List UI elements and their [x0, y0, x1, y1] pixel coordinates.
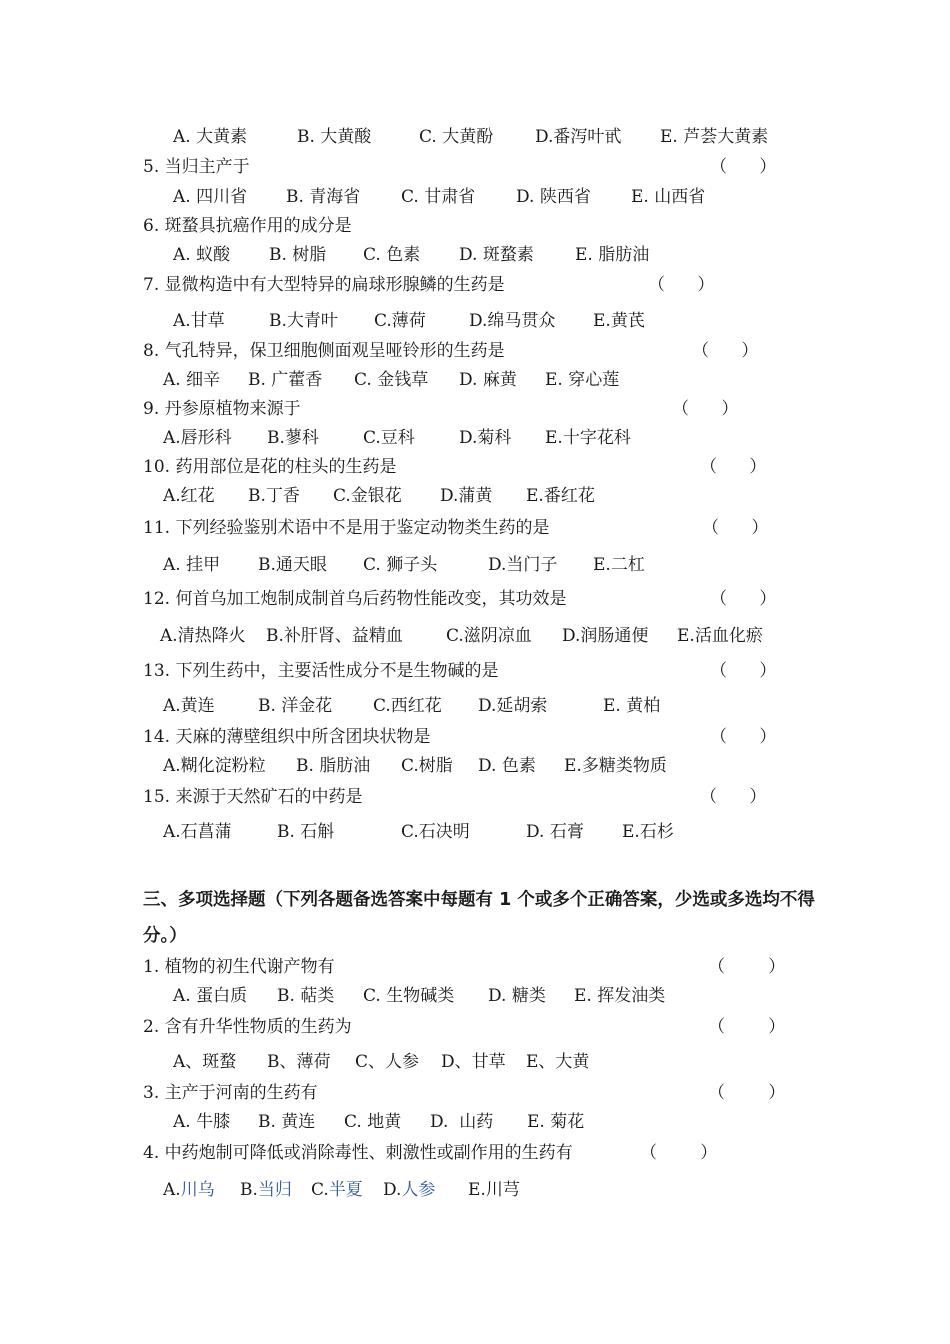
- answer-bracket: （ ）: [710, 157, 777, 177]
- option-d: D.菊科: [459, 428, 512, 448]
- question-stem: 10. 药用部位是花的柱头的生药是: [143, 457, 397, 477]
- answer-bracket: （ ）: [708, 1083, 786, 1103]
- answer-bracket: （ ）: [648, 275, 715, 295]
- option-c: C.金银花: [333, 486, 402, 506]
- q4-option-a: A. 大黄素: [173, 127, 248, 147]
- answer-bracket: （ ）: [710, 589, 777, 609]
- option-e: E. 穿心莲: [545, 370, 620, 390]
- question-stem: 1. 植物的初生代谢产物有: [143, 957, 335, 977]
- question-stem: 11. 下列经验鉴别术语中不是用于鉴定动物类生药的是: [143, 518, 550, 538]
- answer-bracket: （ ）: [710, 661, 777, 681]
- option-e: E. 菊花: [527, 1112, 585, 1132]
- option-c: C. 地黄: [344, 1112, 402, 1132]
- question-stem: 9. 丹参原植物来源于: [143, 399, 301, 419]
- option-b: B. 萜类: [277, 986, 335, 1006]
- option-d: D. 糖类: [488, 986, 546, 1006]
- question-stem: 2. 含有升华性物质的生药为: [143, 1017, 352, 1037]
- q4-option-b: B. 大黄酸: [297, 127, 372, 147]
- option-e: E.多糖类物质: [564, 756, 667, 776]
- option-b: B.通天眼: [258, 555, 327, 575]
- option-c: C、人参: [355, 1052, 420, 1072]
- option-d: D. 麻黄: [459, 370, 517, 390]
- question-stem: 4. 中药炮制可降低或消除毒性、刺激性或副作用的生药有: [143, 1143, 573, 1163]
- option-e: E. 脂肪油: [575, 245, 650, 265]
- option-d: D. 陕西省: [516, 187, 591, 207]
- option-b: B、薄荷: [267, 1052, 331, 1072]
- option-b: B.蓼科: [267, 428, 319, 448]
- answer-bracket: （ ）: [672, 399, 739, 419]
- option-d: D.当门子: [488, 555, 558, 575]
- option-c: C.西红花: [373, 696, 442, 716]
- option-b: B. 广藿香: [248, 370, 323, 390]
- option-a: A.唇形科: [163, 428, 232, 448]
- section-heading: 三、多项选择题（下列各题备选答案中每题有 1 个或多个正确答案，少选或多选均不得分。）: [143, 890, 815, 946]
- q4-option-d: D.番泻叶甙: [535, 127, 622, 147]
- option-letter: A.: [163, 1180, 181, 1200]
- option-b: B.补肝肾、益精血: [266, 626, 403, 646]
- option-e: E、大黄: [526, 1052, 590, 1072]
- option-c: C.滋阴凉血: [446, 626, 532, 646]
- option-d: D. 色素: [478, 756, 536, 776]
- answer-bracket: （ ）: [640, 1143, 718, 1163]
- option-d: D. 斑蝥素: [459, 245, 534, 265]
- option-text-blue: 川乌: [180, 1180, 215, 1200]
- option-a: [163, 1178, 215, 1202]
- option-b: B. 树脂: [269, 245, 327, 265]
- option-text-blue: 当归: [257, 1180, 292, 1200]
- option-a: A.糊化淀粉粒: [163, 756, 266, 776]
- question-stem: 15. 来源于天然矿石的中药是: [143, 787, 363, 807]
- answer-bracket: （ ）: [692, 341, 759, 361]
- answer-bracket: （ ）: [708, 957, 786, 977]
- option-c: C.石决明: [401, 822, 470, 842]
- option-b: B. 石斛: [277, 822, 335, 842]
- option-b: B.丁香: [248, 486, 300, 506]
- option-d: D.蒲黄: [440, 486, 493, 506]
- option-a: A.石菖蒲: [163, 822, 232, 842]
- option-d: D. 石膏: [526, 822, 584, 842]
- option-b: [240, 1178, 292, 1202]
- option-c: C.树脂: [401, 756, 453, 776]
- option-a: A. 蚁酸: [173, 245, 231, 265]
- answer-bracket: （ ）: [708, 1017, 786, 1037]
- option-d: D、甘草: [441, 1052, 506, 1072]
- option-letter: B.: [240, 1180, 258, 1200]
- option-e: E.黄芪: [593, 311, 645, 331]
- option-d: D.延胡索: [478, 696, 548, 716]
- option-a: A. 四川省: [173, 187, 248, 207]
- option-c: C. 生物碱类: [363, 986, 455, 1006]
- option-c: C. 狮子头: [363, 555, 438, 575]
- question-stem: 6. 斑蝥具抗癌作用的成分是: [143, 216, 352, 236]
- question-stem: 8. 气孔特异，保卫细胞侧面观呈哑铃形的生药是: [143, 341, 505, 361]
- option-d: D.润肠通便: [562, 626, 649, 646]
- option-d: D.绵马贯众: [469, 311, 556, 331]
- option-a: A.甘草: [173, 311, 225, 331]
- question-stem: 7. 显微构造中有大型特异的扁球形腺鳞的生药是: [143, 275, 505, 295]
- answer-bracket: （ ）: [700, 457, 767, 477]
- q4-option-c: C. 大黄酚: [419, 127, 494, 147]
- option-e: E. 山西省: [631, 187, 706, 207]
- option-e: E.十字花科: [545, 428, 631, 448]
- answer-bracket: （ ）: [700, 787, 767, 807]
- q4-option-e: E. 芦荟大黄素: [660, 127, 769, 147]
- option-c: C.薄荷: [374, 311, 426, 331]
- option-e: E.石杉: [622, 822, 674, 842]
- option-e: E.番红花: [526, 486, 595, 506]
- option-e: E.活血化瘀: [677, 626, 763, 646]
- option-c: C. 金钱草: [354, 370, 429, 390]
- option-e: E.二杠: [593, 555, 645, 575]
- option-e: E. 挥发油类: [574, 986, 666, 1006]
- option-a: A. 蛋白质: [173, 986, 248, 1006]
- option-e: E.川芎: [468, 1180, 520, 1200]
- question-stem: 12. 何首乌加工炮制成制首乌后药物性能改变，其功效是: [143, 589, 567, 609]
- option-text-blue: 人参: [401, 1180, 436, 1200]
- option-b: B. 黄连: [258, 1112, 316, 1132]
- option-text-blue: 半夏: [328, 1180, 363, 1200]
- option-letter: D.: [383, 1180, 402, 1200]
- option-c: C. 甘肃省: [401, 187, 476, 207]
- option-b: B. 青海省: [286, 187, 361, 207]
- option-a: A. 挂甲: [163, 555, 221, 575]
- question-stem: 14. 天麻的薄壁组织中所含团块状物是: [143, 727, 431, 747]
- option-c: [311, 1178, 363, 1202]
- option-d: [383, 1178, 435, 1202]
- option-d: D. 山药: [430, 1112, 494, 1132]
- question-stem: 5. 当归主产于: [143, 157, 250, 177]
- option-b: B.大青叶: [269, 311, 338, 331]
- answer-bracket: （ ）: [710, 727, 777, 747]
- question-stem: 13. 下列生药中，主要活性成分不是生物碱的是: [143, 661, 499, 681]
- option-a: A、斑蝥: [173, 1052, 237, 1072]
- option-a: A. 细辛: [163, 370, 221, 390]
- option-a: A.黄连: [163, 696, 215, 716]
- question-options: [163, 1178, 520, 1322]
- option-b: B. 脂肪油: [296, 756, 371, 776]
- option-c: C. 色素: [363, 245, 421, 265]
- option-c: C.豆科: [363, 428, 415, 448]
- option-a: A. 牛膝: [173, 1112, 231, 1132]
- option-a: A.红花: [163, 486, 215, 506]
- option-e: E. 黄柏: [603, 696, 661, 716]
- option-a: A.清热降火: [160, 626, 246, 646]
- answer-bracket: （ ）: [702, 518, 769, 538]
- option-b: B. 洋金花: [258, 696, 333, 716]
- question-stem: 3. 主产于河南的生药有: [143, 1083, 318, 1103]
- option-letter: C.: [311, 1180, 329, 1200]
